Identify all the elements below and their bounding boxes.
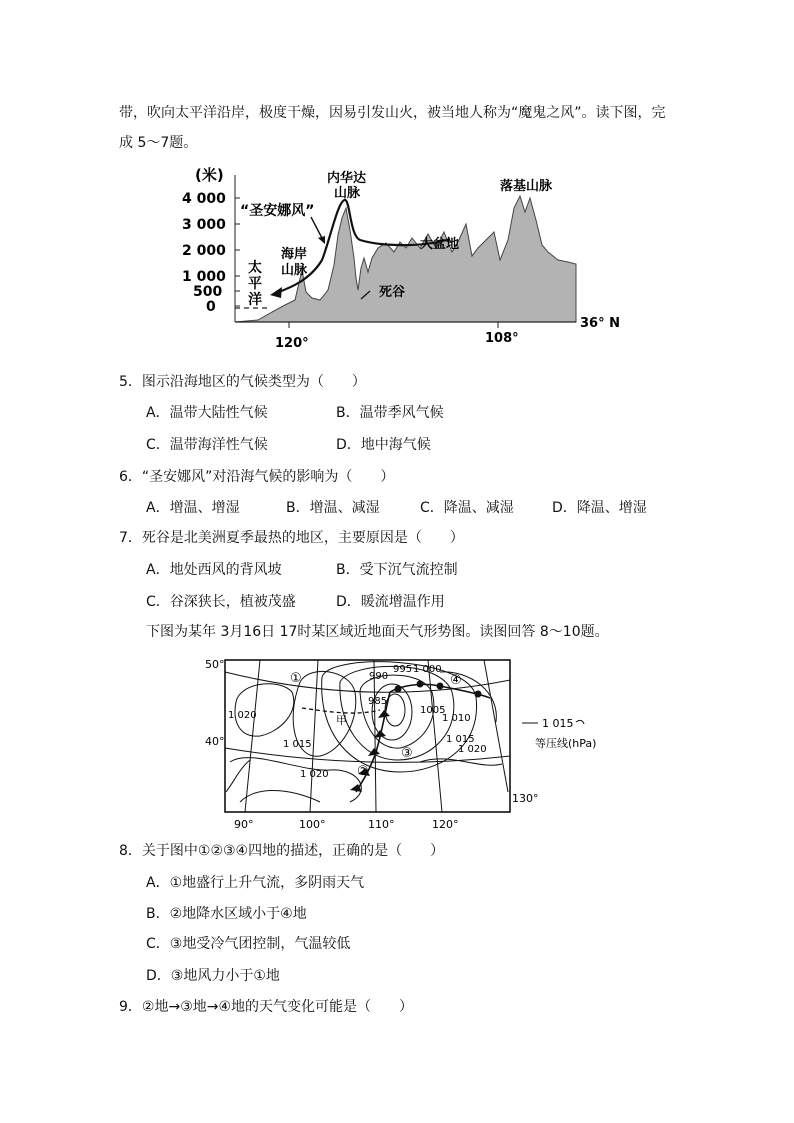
- q5-option-c: C．温带海洋性气候: [146, 437, 268, 453]
- point-3: ③: [401, 746, 413, 761]
- y-tick-label: 0: [206, 299, 216, 315]
- y-unit-label: (米): [195, 166, 224, 184]
- y-tick-label: 500: [193, 284, 223, 300]
- label-great-basin: 大盆地: [420, 237, 460, 252]
- point-2: ②: [357, 764, 369, 779]
- point-4: ④: [450, 673, 462, 688]
- isobar-value: 1 015: [446, 734, 475, 745]
- q6-option-b: B．增温、减湿: [286, 500, 380, 516]
- q7-option-b: B．受下沉气流控制: [336, 562, 458, 578]
- lon-label-110: 110°: [368, 818, 395, 831]
- label-santa-ana-wind: “圣安娜风”: [240, 203, 315, 219]
- q6-option-a: A．增温、增湿: [146, 500, 240, 516]
- label-coast-range-1: 海岸: [281, 247, 308, 262]
- legend-label: 等压线(hPa): [535, 737, 597, 750]
- isobar-value: 990: [369, 671, 389, 682]
- q6-option-d: D．降温、增湿: [552, 500, 647, 516]
- q5-option-a: A．温带大陆性气候: [146, 405, 268, 421]
- lon-label-100: 100°: [299, 818, 326, 831]
- q8-option-a: A．①地盛行上升气流，多阴雨天气: [146, 875, 365, 891]
- wind-label-pointer: [311, 217, 323, 240]
- point-jia: 甲: [336, 714, 347, 727]
- label-pacific-1: 太: [248, 260, 262, 276]
- y-tick-label: 2 000: [182, 243, 226, 259]
- q7-option-c: C．谷深狭长，植被茂盛: [146, 594, 296, 610]
- lon-label-120: 120°: [432, 818, 459, 831]
- isobar-value: 1 020: [458, 744, 487, 755]
- label-sierra-nevada-2: 山脉: [334, 186, 361, 201]
- label-coast-range-2: 山脉: [281, 263, 308, 278]
- x-tick-label: 108°: [485, 331, 519, 346]
- lon-label-130: 130°: [512, 792, 539, 805]
- isobar-value: 1 010: [442, 713, 471, 724]
- q7-option-d: D．暖流增温作用: [336, 594, 445, 610]
- lon-label-90: 90°: [234, 818, 254, 831]
- x-tick-label: 120°: [275, 336, 309, 351]
- isobar-value: 1 020: [228, 710, 257, 721]
- isobar-value: 1005: [420, 705, 446, 716]
- q6-option-c: C．降温、减湿: [420, 500, 514, 516]
- q8-option-d: D．③地风力小于①地: [146, 968, 280, 984]
- isobar-value: 1 015: [283, 739, 312, 750]
- y-tick-label: 1 000: [182, 269, 226, 285]
- y-tick-label: 4 000: [182, 191, 226, 207]
- isobar-value: 995: [393, 664, 413, 675]
- q5-option-b: B．温带季风气候: [336, 405, 444, 421]
- q5-stem: 5．图示沿海地区的气候类型为（ ）: [119, 374, 366, 390]
- lat-label-50: 50°: [205, 658, 225, 671]
- q9-stem: 9．②地→③地→④地的天气变化可能是（ ）: [119, 999, 414, 1015]
- point-1: ①: [290, 671, 302, 686]
- q7-stem: 7．死谷是北美洲夏季最热的地区，主要原因是（ ）: [119, 530, 464, 546]
- label-pacific-2: 平: [248, 276, 262, 292]
- isobar-value: 1 020: [300, 769, 329, 780]
- isobar-value: 1 000: [413, 664, 442, 675]
- intro-line-2: 成 5～7题。: [119, 135, 198, 151]
- y-tick-label: 3 000: [182, 217, 226, 233]
- q7-option-a: A．地处西风的背风坡: [146, 562, 282, 578]
- label-pacific-3: 洋: [248, 292, 262, 308]
- q6-stem: 6．“圣安娜风”对沿海气候的影响为（ ）: [119, 469, 395, 485]
- label-death-valley: 死谷: [379, 285, 406, 300]
- intro-weather-map: 下图为某年 3月16日 17时某区域近地面天气形势图。读图回答 8～10题。: [146, 624, 609, 640]
- isobar-value: 985: [368, 696, 388, 707]
- q8-stem: 8．关于图中①②③④四地的描述，正确的是（ ）: [119, 843, 445, 859]
- latitude-label: 36° N: [580, 316, 620, 331]
- weather-map-figure: [0, 652, 794, 832]
- lat-label-40: 40°: [205, 735, 225, 748]
- q5-option-d: D．地中海气候: [336, 437, 431, 453]
- intro-line-1: 带，吹向太平洋沿岸，极度干燥，因易引发山火，被当地人称为“魔鬼之风”。读下图，完: [119, 105, 666, 121]
- terrain-profile-figure: [0, 160, 794, 360]
- wind-arrowhead: [270, 287, 282, 298]
- legend-value: 1 015: [542, 717, 574, 730]
- q8-option-c: C．③地受冷气团控制，气温较低: [146, 936, 351, 952]
- label-sierra-nevada-1: 内华达: [327, 171, 367, 186]
- q8-option-b: B．②地降水区域小于④地: [146, 906, 307, 922]
- label-rocky-mountains: 落基山脉: [500, 179, 553, 194]
